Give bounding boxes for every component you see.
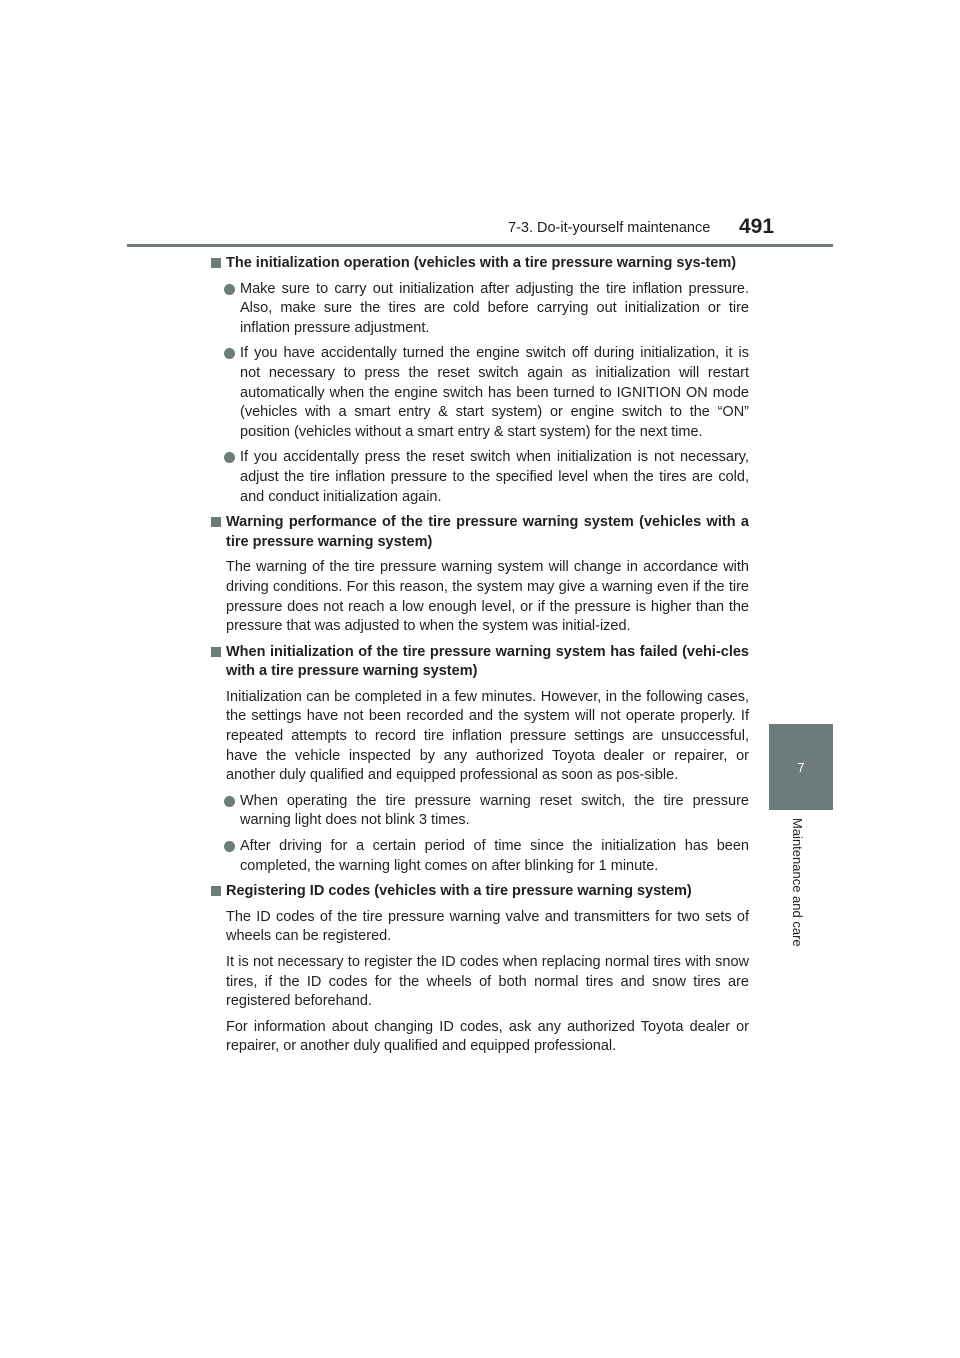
section-registering-id-codes — [211, 882, 749, 1057]
section-paragraph: It is not necessary to register the ID codes when replacing normal tires with snow tires, if the ID codes for the wheels of both normal tires and snow tires are registered beforehand. — [226, 954, 749, 1010]
section-paragraph: The warning of the tire pressure warning system will change in accordance with driving conditions. For this reason, the system may give a warning even if the tire pressure does not reach a low enough level, or if the pressure is higher than the pressure that was adjusted to when the system was initial-ized. — [226, 559, 749, 635]
section-paragraph: For information about changing ID codes, ask any authorized Toyota dealer or repairer, or another duly qualified and equipped professional. — [226, 1018, 749, 1055]
page-content — [211, 254, 749, 1063]
header-divider — [127, 244, 833, 247]
section-initialization-operation — [211, 254, 749, 507]
section-paragraph: The ID codes of the tire pressure warning valve and transmitters for two sets of wheels can be registered. — [226, 908, 749, 945]
bullet-item: Make sure to carry out initialization after adjusting the tire inflation pressure. Also, make sure the tires are cold before carrying out initialization or tire inflation pressure adjustment. — [211, 280, 749, 339]
bullet-item: When operating the tire pressure warning reset switch, the tire pressure warning light does not blink 3 times. — [211, 792, 749, 831]
bullet-item: After driving for a certain period of time since the initialization has been completed, the warning light comes on after blinking for 1 minute. — [211, 837, 749, 876]
section-heading: When initialization of the tire pressure warning system has failed (vehi-cles with a tire pressure warning system) — [211, 643, 749, 682]
section-heading: The initialization operation (vehicles with a tire pressure warning sys-tem) — [211, 254, 749, 274]
section-warning-performance — [211, 513, 749, 637]
running-header-section: 7-3. Do-it-yourself maintenance — [508, 220, 711, 236]
section-heading: Warning performance of the tire pressure warning system (vehicles with a tire pressure warning system) — [211, 513, 749, 552]
section-initialization-failed — [211, 643, 749, 877]
section-heading: Registering ID codes (vehicles with a tire pressure warning system) — [211, 882, 749, 902]
chapter-title-vertical: Maintenance and care — [790, 818, 805, 947]
bullet-item: If you accidentally press the reset switch when initialization is not necessary, adjust the tire inflation pressure to the specified level when the tires are cold, and conduct initialization again. — [211, 448, 749, 507]
chapter-number: 7 — [797, 759, 805, 775]
chapter-tab — [769, 724, 833, 810]
bullet-item: If you have accidentally turned the engine switch off during initialization, it is not necessary to press the reset switch again as initialization will restart automatically when the engine switch has been turned to IGNITION ON mode (vehicles with a smart entry & start system) or engine switch to the “ON” position (vehicles without a smart entry & start system) for the next time. — [211, 344, 749, 442]
section-paragraph: Initialization can be completed in a few minutes. However, in the following cases, the settings have not been recorded and the system will not operate properly. If repeated attempts to record tire inflation pressure settings are unsuccessful, have the vehicle inspected by any authorized Toyota dealer or repairer, or another duly qualified and equipped professional as soon as pos-sible. — [226, 688, 749, 784]
page-number: 491 — [739, 215, 775, 238]
